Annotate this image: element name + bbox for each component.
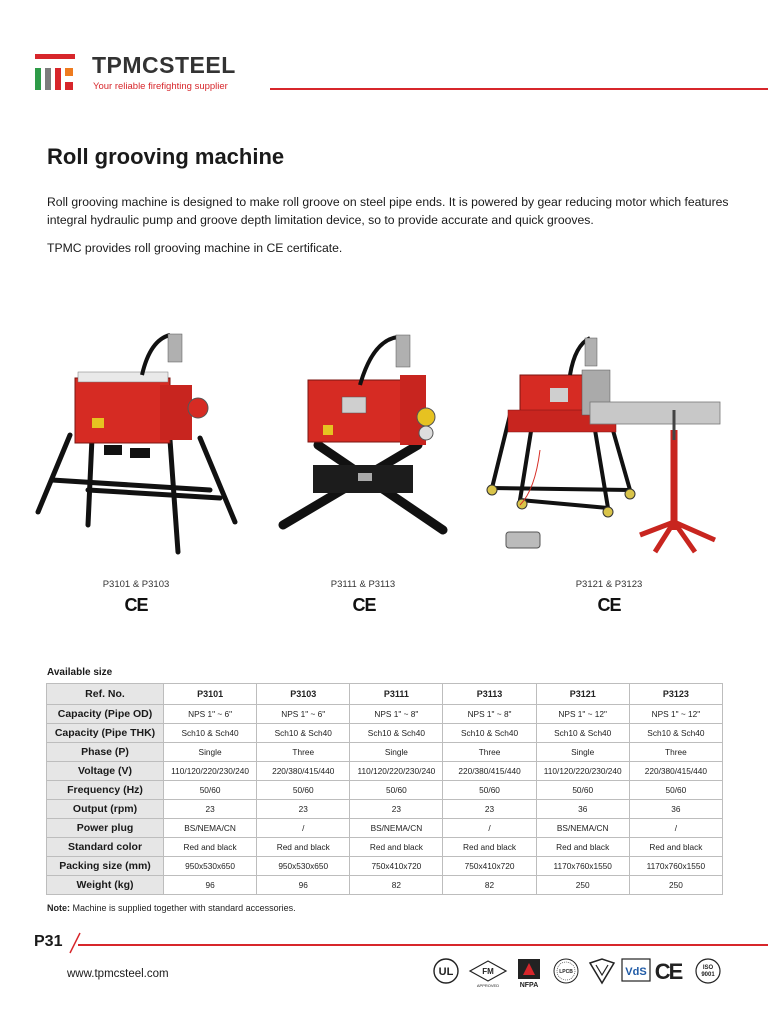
table-cell: 750x410x720 xyxy=(443,857,536,876)
nfpa-icon xyxy=(518,959,540,989)
table-cell: / xyxy=(629,819,722,838)
page-title: Roll grooving machine xyxy=(47,144,285,169)
table-cell: Red and black xyxy=(629,838,722,857)
table-header-label: Ref. No. xyxy=(47,684,164,705)
row-label: Phase (P) xyxy=(47,743,164,762)
table-row xyxy=(47,743,723,762)
table-cell: BS/NEMA/CN xyxy=(164,819,257,838)
svg-text:LPCB: LPCB xyxy=(559,969,573,975)
svg-text:VdS: VdS xyxy=(625,966,647,978)
ce-icon xyxy=(655,959,683,984)
table-cell: NPS 1" ~ 8" xyxy=(350,705,443,724)
table-cell: Single xyxy=(164,743,257,762)
table-cell: 23 xyxy=(164,800,257,819)
table-cell: NPS 1" ~ 12" xyxy=(629,705,722,724)
lpcb-icon xyxy=(554,959,578,983)
table-cell: 220/380/415/440 xyxy=(629,762,722,781)
table-row xyxy=(47,819,723,838)
row-label: Voltage (V) xyxy=(47,762,164,781)
row-label: Output (rpm) xyxy=(47,800,164,819)
table-caption: Available size xyxy=(47,667,113,678)
table-cell: 82 xyxy=(350,876,443,895)
table-cell: Three xyxy=(443,743,536,762)
iso-9001-icon xyxy=(696,959,720,983)
table-cell: 50/60 xyxy=(350,781,443,800)
table-cell: 1170x760x1550 xyxy=(536,857,629,876)
table-cell: Red and black xyxy=(350,838,443,857)
table-cell: Sch10 & Sch40 xyxy=(350,724,443,743)
ce-note: TPMC provides roll grooving machine in CE certificate. xyxy=(47,241,343,255)
table-cell: BS/NEMA/CN xyxy=(536,819,629,838)
table-cell: 950x530x650 xyxy=(257,857,350,876)
svg-text:FM: FM xyxy=(482,967,494,976)
table-cell: 950x530x650 xyxy=(164,857,257,876)
table-row xyxy=(47,781,723,800)
tpmc-logo-icon xyxy=(35,54,75,92)
table-cell: 50/60 xyxy=(443,781,536,800)
table-cell: Red and black xyxy=(536,838,629,857)
model-header-cell: P3101 xyxy=(164,684,257,705)
table-cell: BS/NEMA/CN xyxy=(350,819,443,838)
page-number: P31 xyxy=(34,933,63,950)
table-cell: 23 xyxy=(443,800,536,819)
svg-text:NFPA: NFPA xyxy=(519,982,539,989)
machine-p3101-image xyxy=(30,330,245,560)
brand-tagline: Your reliable firefighting supplier xyxy=(93,81,228,92)
row-label: Weight (kg) xyxy=(47,876,164,895)
note-label: Note: xyxy=(47,903,70,913)
table-cell: 250 xyxy=(629,876,722,895)
table-cell: / xyxy=(257,819,350,838)
ce-mark-icon: CE xyxy=(597,595,621,615)
table-cell: Sch10 & Sch40 xyxy=(164,724,257,743)
model-header-cell: P3103 xyxy=(257,684,350,705)
table-cell: 23 xyxy=(350,800,443,819)
table-cell: 36 xyxy=(536,800,629,819)
row-label: Capacity (Pipe OD) xyxy=(47,705,164,724)
table-cell: 220/380/415/440 xyxy=(443,762,536,781)
note-text: Machine is supplied together with standard accessories. xyxy=(70,903,296,913)
row-label: Capacity (Pipe THK) xyxy=(47,724,164,743)
ce-mark-icon: CE xyxy=(124,595,148,615)
table-cell: 110/120/220/230/240 xyxy=(164,762,257,781)
table-cell: 82 xyxy=(443,876,536,895)
footer-divider xyxy=(78,944,768,946)
table-cell: 50/60 xyxy=(257,781,350,800)
table-cell: 50/60 xyxy=(536,781,629,800)
table-cell: Sch10 & Sch40 xyxy=(443,724,536,743)
machine-label-p3111: P3111 & P3113 xyxy=(330,579,396,590)
table-row xyxy=(47,800,723,819)
row-label: Standard color xyxy=(47,838,164,857)
spec-table xyxy=(46,683,723,895)
table-cell: 96 xyxy=(257,876,350,895)
table-header-row xyxy=(47,684,723,705)
table-cell: 50/60 xyxy=(629,781,722,800)
table-cell: 750x410x720 xyxy=(350,857,443,876)
kitemark-icon xyxy=(590,959,614,983)
table-cell: 110/120/220/230/240 xyxy=(350,762,443,781)
table-cell: 250 xyxy=(536,876,629,895)
fm-approved-icon xyxy=(470,961,506,988)
svg-text:ISO: ISO xyxy=(702,965,714,971)
machine-label-p3101: P3101 & P3103 xyxy=(102,579,170,590)
model-header-cell: P3111 xyxy=(350,684,443,705)
table-cell: Three xyxy=(629,743,722,762)
model-header-cell: P3123 xyxy=(629,684,722,705)
table-row xyxy=(47,705,723,724)
ce-mark-icon: CE xyxy=(352,595,376,615)
table-cell: 50/60 xyxy=(164,781,257,800)
table-cell: NPS 1" ~ 6" xyxy=(164,705,257,724)
svg-text:APPROVED: APPROVED xyxy=(476,983,500,988)
svg-text:CE: CE xyxy=(654,959,682,984)
table-cell: Single xyxy=(536,743,629,762)
table-cell: NPS 1" ~ 8" xyxy=(443,705,536,724)
table-cell: 23 xyxy=(257,800,350,819)
table-row xyxy=(47,838,723,857)
table-cell: 36 xyxy=(629,800,722,819)
table-cell: NPS 1" ~ 6" xyxy=(257,705,350,724)
table-row xyxy=(47,876,723,895)
svg-text:9001: 9001 xyxy=(701,972,715,978)
table-cell: Red and black xyxy=(164,838,257,857)
intro-paragraph: Roll grooving machine is designed to make roll groove on steel pipe ends. It is powered by gear reducing motor which features integral hydraulic pump and groove depth limitation device, so to provide accurate and quick grooves. xyxy=(47,195,729,227)
table-cell: 220/380/415/440 xyxy=(257,762,350,781)
table-cell: Sch10 & Sch40 xyxy=(257,724,350,743)
table-cell: Red and black xyxy=(443,838,536,857)
brand-name: TPMCSTEEL xyxy=(92,52,236,78)
table-row xyxy=(47,857,723,876)
model-header-cell: P3113 xyxy=(443,684,536,705)
certification-logos xyxy=(428,953,728,989)
table-cell: 1170x760x1550 xyxy=(629,857,722,876)
table-note xyxy=(47,903,296,913)
page-slash-icon xyxy=(68,932,82,954)
header-divider xyxy=(270,88,768,90)
table-cell: 110/120/220/230/240 xyxy=(536,762,629,781)
machine-label-p3121: P3121 & P3123 xyxy=(575,579,643,590)
svg-text:UL: UL xyxy=(438,966,454,978)
machine-p3121-image xyxy=(480,330,725,560)
ul-icon xyxy=(434,959,458,983)
table-cell: Sch10 & Sch40 xyxy=(536,724,629,743)
table-cell: Sch10 & Sch40 xyxy=(629,724,722,743)
machine-p3111-image xyxy=(268,325,463,560)
model-header-cell: P3121 xyxy=(536,684,629,705)
table-cell: Single xyxy=(350,743,443,762)
vds-icon xyxy=(622,959,650,981)
table-cell: 96 xyxy=(164,876,257,895)
table-cell: Red and black xyxy=(257,838,350,857)
table-cell: NPS 1" ~ 12" xyxy=(536,705,629,724)
table-row xyxy=(47,762,723,781)
row-label: Packing size (mm) xyxy=(47,857,164,876)
row-label: Frequency (Hz) xyxy=(47,781,164,800)
table-cell: / xyxy=(443,819,536,838)
table-row xyxy=(47,724,723,743)
table-cell: Three xyxy=(257,743,350,762)
row-label: Power plug xyxy=(47,819,164,838)
website-link[interactable]: www.tpmcsteel.com xyxy=(67,968,169,980)
